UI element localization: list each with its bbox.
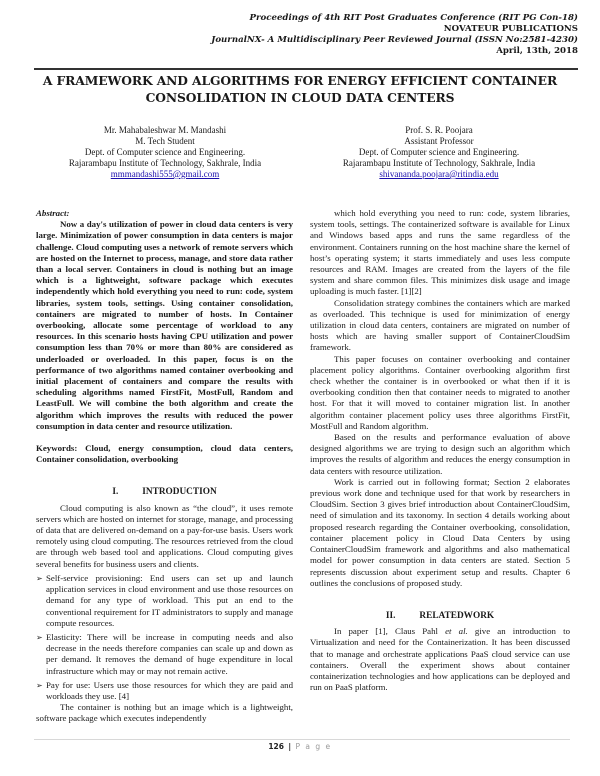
author-dept: Dept. of Computer science and Engineering. [358, 147, 520, 157]
paragraph: This paper focuses on container overbooking and container placement policy algorithms. Container overbooking algorithm first check whether the container is in overbooked or what then if it is overbooking condition then that container needs to migrated to another host. For that it will moved to container migration list. In another algorithm container placement policy uses three algorithms FirstFit, MostFull and Random algorithm. [310, 353, 570, 431]
section-number: II. [385, 610, 396, 621]
abstract-label: Abstract: [36, 208, 70, 218]
footer-divider [34, 739, 570, 740]
author-email-link[interactable]: shivananda.poojara@ritindia.edu [379, 169, 499, 179]
paragraph: In paper [1], Claus Pahl et al. give an introduction to Virtualization and need for the Containerization. It has been discussed that to manage and orchestrate applications PaaS cloud service can use containers. Overall the experiment shows about container containerization technologies and how applications can be deployed and run on PaaS platform. [310, 626, 571, 693]
author-role: Assistant Professor [404, 136, 474, 146]
section-title: INTRODUCTION [142, 487, 217, 498]
page-footer [0, 742, 600, 751]
keywords: Keywords: Cloud, energy consumption, cloud data centers, Container consolidation, overbooking [36, 443, 293, 465]
publisher-name: NOVATEUR PUBLICATIONS [443, 24, 578, 34]
author-institute: Rajarambapu Institute of Technology, Sakhrale, India [68, 158, 262, 168]
page-label: P a g e [295, 742, 332, 751]
arrow-bullet-icon: ➢ [36, 573, 43, 583]
paragraph: Work is carried out in following format; Section 2 elaborates previous work done and technique used for that work by researchers in CloudSim. Section 3 gives brief introduction about ContainerCloudSim, need of simulation and its taxonomy. In section 4 details working about proposed research regarding the Container overbooking, consolidation, container placement policy in Cloud Data Centers by using ContainerCloudSim framework and algorithms and also mathematical model for power consumption in data centers are stated. Section 5 represents discussion about experiment setup and results. Chapter 6 outlines the conclusions of proposed study. [310, 476, 570, 588]
author-role: M. Tech Student [135, 136, 195, 146]
abstract-text: Now a day's utilization of power in cloud data centers is very large. Minimization of power consumption in data centers is major challenge. Cloud computing uses a network of remote servers which are hosted on the Internet to process, manage, and store data rather than a local server. Containers in cloud is nothing but an image which is a lightweight, software package which executes independently which hold everything you need to run: code, system libraries, system tools, settings. Using container consolidation, containers are migrated to number of hosts. In Container overbooking, allocate some percentage of workload to any resources. In this scenario hosts having CPU utilization and power consumption less than 70% or more than 80% are considered as underloaded or overloaded. In this paper, focus is on the performance of two algorithms named container overbooking and initial placement of containers and compare the results with scheduling algorithms named FirstFit, MostFull, Random and LeastFull. We will combine the both algorithm and create the algorithm which improves the results with reduced the power consumption in data center and resource utilization. [36, 219, 293, 431]
page-number: 126 [268, 742, 284, 751]
paper-title [0, 72, 600, 106]
paragraph: Based on the results and performance evaluation of above designed algorithms we are trying to design such an algorithm which improves the results of algorithm and reduces the energy consumption in data centers with resource utilization. [310, 432, 570, 476]
paragraph: which hold everything you need to run: code, system libraries, system tools, settings. The containerized software is available for Linux and Windows based apps and runs the same regardless of the environment. Containers running on the host machine share the kernel of host’s operating system; it starts immediately and uses less compute resources and RAM. Images are created from the layers of the file system and share common files. This minimizes disk usage and image uploading is much faster. [1][2] [310, 208, 570, 297]
author-dept: Dept. of Computer science and Engineering. [84, 147, 246, 157]
title-line-2: CONSOLIDATION IN CLOUD DATA CENTERS [145, 90, 455, 105]
conference-name: Proceedings of 4th RIT Post Graduates Conference (RIT PG Con-18) [249, 13, 578, 23]
paragraph: Cloud computing is also known as “the cloud”, it uses remote servers which are hosted on internet for storage, manage, and processing of data that are delivered on-demand on a pay-for-use basis. Users work remotely using cloud computing. The resources retrieved from the cloud are through web based tool and applications. Cloud computing gives several benefits for business users and clients. [36, 502, 293, 569]
section-heading-related-work [310, 611, 570, 622]
author-block-2 [308, 125, 570, 180]
author-email-link[interactable]: mmmandashi555@gmail.com [110, 169, 220, 179]
journal-name: JournalNX- A Multidisciplinary Peer Reviewed Journal (ISSN No:2581-4230) [211, 35, 578, 45]
author-name: Mr. Mahabaleshwar M. Mandashi [103, 125, 227, 135]
author-institute: Rajarambapu Institute of Technology, Sakhrale, India [342, 158, 536, 168]
section-number: I. [112, 487, 119, 498]
footer-separator: | [288, 742, 292, 751]
publication-date: April, 13th, 2018 [496, 46, 578, 56]
running-header [211, 13, 578, 57]
author-name: Prof. S. R. Poojara [405, 125, 473, 135]
section-heading-introduction [36, 487, 293, 498]
bullet-item: ➢ Self-service provisioning: End users can set up and launch application services in cloud environment and use those resources on demand for any type of workload. This put an end to the conventional requirement for IT administrators to supply and manage compute resources. [36, 572, 293, 628]
paragraph: Consolidation strategy combines the containers which are marked as overloaded. This technique is used for minimization of energy utilization in cloud data centers, containers are migrated on number of hosts which are having smaller support of ContainerCloudSim framework. [310, 297, 570, 353]
header-divider [34, 68, 578, 70]
title-line-1: A FRAMEWORK AND ALGORITHMS FOR ENERGY EFFICIENT CONTAINER [42, 73, 558, 88]
paragraph: The container is nothing but an image which is a lightweight, software package which executes independently [36, 702, 293, 724]
author-block-1 [40, 125, 290, 180]
section-title: RELATEDWORK [419, 610, 495, 621]
arrow-bullet-icon: ➢ [36, 680, 43, 690]
bullet-item: ➢ Elasticity: There will be increase in computing needs and also decrease in the needs therefore companies can scale up and down as per demand. It removes the demand of huge expenditure in local infrastructure which may or may not remain active. [36, 631, 293, 676]
left-column [36, 208, 293, 725]
arrow-bullet-icon: ➢ [36, 632, 43, 642]
right-column [310, 208, 570, 693]
bullet-item: ➢ Pay for use: Users use those resources for which they are paid and workloads they use. [4] [36, 679, 293, 701]
